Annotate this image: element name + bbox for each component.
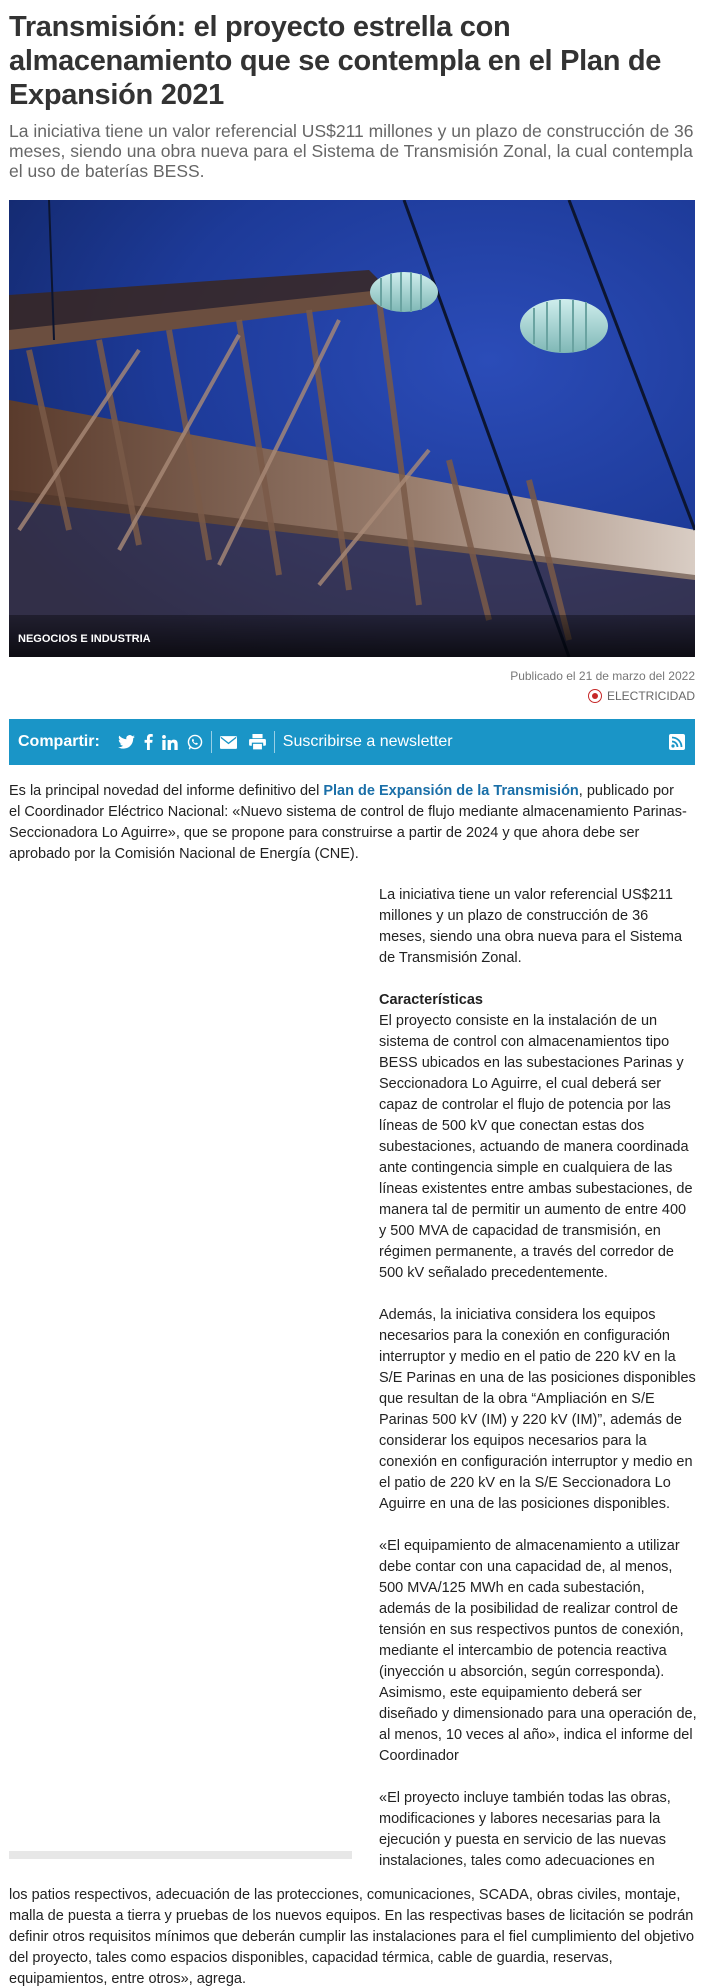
paragraph: «El equipamiento de almacenamiento a utilizar debe contar con una capacidad de, al menos, 500 MVA/125 MWh en cada subestación, además de la posibilidad de realizar control de tensión en sus respectivos puntos de conexión, mediante el intercambio de potencia reactiva (inyección u absorción, según corresponda). Asimismo, este equipamiento deberá ser diseñado y dimensionado para una operación de, al menos, 10 veces al año», indica el informe del Coordinador xyxy=(379,1538,697,1764)
target-icon xyxy=(588,689,602,703)
publish-date: Publicado el 21 de marzo del 2022 xyxy=(510,669,695,683)
paragraph: Además, la iniciativa considera los equipos necesarios para la conexión en configuración interruptor y medio en el patio de 220 kV en la S/E Parinas en una de las posiciones disponibles que resultan de la obra “Ampliación en S/E Parinas 500 kV (IM) y 220 kV (IM)”, además de considerar los equipos necesarios para la conexión en configuración interruptor y medio en el patio de 220 kV en la S/E Seccionadora Lo Aguirre en una de las posiciones disponibles. xyxy=(379,1307,696,1512)
twitter-icon[interactable] xyxy=(118,735,135,749)
share-label: Compartir: xyxy=(18,733,100,750)
linkedin-icon[interactable] xyxy=(162,735,178,750)
category-label[interactable]: NEGOCIOS E INDUSTRIA xyxy=(18,633,151,645)
paragraph: La iniciativa tiene un valor referencial US$211 millones y un plazo de construcción de 36 meses, siendo una obra nueva para el Sistema de Transmisión Zonal. xyxy=(379,887,683,966)
intro-paragraph xyxy=(9,781,689,865)
share-bar xyxy=(9,719,695,765)
plan-expansion-link[interactable]: Plan de Expansión de la Transmisión xyxy=(323,783,579,799)
paragraph: «El proyecto incluye también todas las obras, modificaciones y labores necesarias para la ejecución y puesta en servicio de las nuevas instalaciones, tales como adecuaciones en xyxy=(379,1790,671,1869)
share-icons xyxy=(118,734,203,750)
intro-text: Es la principal novedad del informe definitivo del xyxy=(9,783,324,799)
share-divider xyxy=(274,731,275,753)
tag-label: ELECTRICIDAD xyxy=(606,689,695,703)
intro-text-rest: , publicado por el Coordinador Eléctrico Nacional: «Nuevo sistema de control de flujo mediante almacenamiento Parinas-Seccionadora Lo Aguirre», que se propone para construirse a partir de 2024 y que ahora debe ser aprobado por la Comisión Nacional de Energía (CNE). xyxy=(9,783,687,862)
email-icon[interactable] xyxy=(220,736,237,749)
section-heading: Características xyxy=(379,992,483,1008)
sidebar-placeholder xyxy=(9,1851,352,1859)
rss-icon[interactable] xyxy=(669,734,685,750)
paragraph-continuation: los patios respectivos, adecuación de las protecciones, comunicaciones, SCADA, obras civiles, montaje, malla de puesta a tierra y pruebas de los nuevos equipos. En las respectivas bases de licitación se podrán definir otros requisitos mínimos que deberán cumplir las instalaciones para el fiel cumplimiento del objetivo del proyecto, tales como espacios disponibles, capacidad térmica, cable de guardia, reservas, equipamientos, entre otros», agrega. xyxy=(9,1887,695,1987)
article-title: Transmisión: el proyecto estrella con almacenamiento que se contempla en el Plan de Expansión 2021 xyxy=(9,11,662,111)
hero-caption-band xyxy=(9,615,695,657)
print-icon[interactable] xyxy=(249,734,266,750)
paragraph: El proyecto consiste en la instalación de un sistema de control con almacenamientos tipo BESS ubicados en las subestaciones Parinas y Seccionadora Lo Aguirre, el cual deberá ser capaz de controlar el flujo de potencia por las líneas de 500 kV que conectan estas dos subestaciones, actuando de manera coordinada ante contingencia simple en cualquiera de las líneas existentes entre ambas subestaciones, de manera tal de permitir un aumento de entre 400 y 500 MVA de capacidad de transmisión, en régimen permanente, a través del corredor de 500 kV señalado precedentemente. xyxy=(379,1013,693,1281)
whatsapp-icon[interactable] xyxy=(187,734,203,750)
tag-electricidad[interactable] xyxy=(588,689,695,703)
facebook-icon[interactable] xyxy=(144,734,153,750)
share-divider xyxy=(211,731,212,753)
article-body-column xyxy=(379,885,697,1893)
newsletter-link[interactable]: Suscribirse a newsletter xyxy=(282,733,453,750)
transmission-tower-photo xyxy=(9,200,695,657)
article-subtitle: La iniciativa tiene un valor referencial US$211 millones y un plazo de construcción de 36 meses, siendo una obra nueva para el Sistema de Transmisión Zonal, la cual contempla el uso de baterías BESS. xyxy=(9,121,694,181)
hero-image xyxy=(9,200,695,657)
